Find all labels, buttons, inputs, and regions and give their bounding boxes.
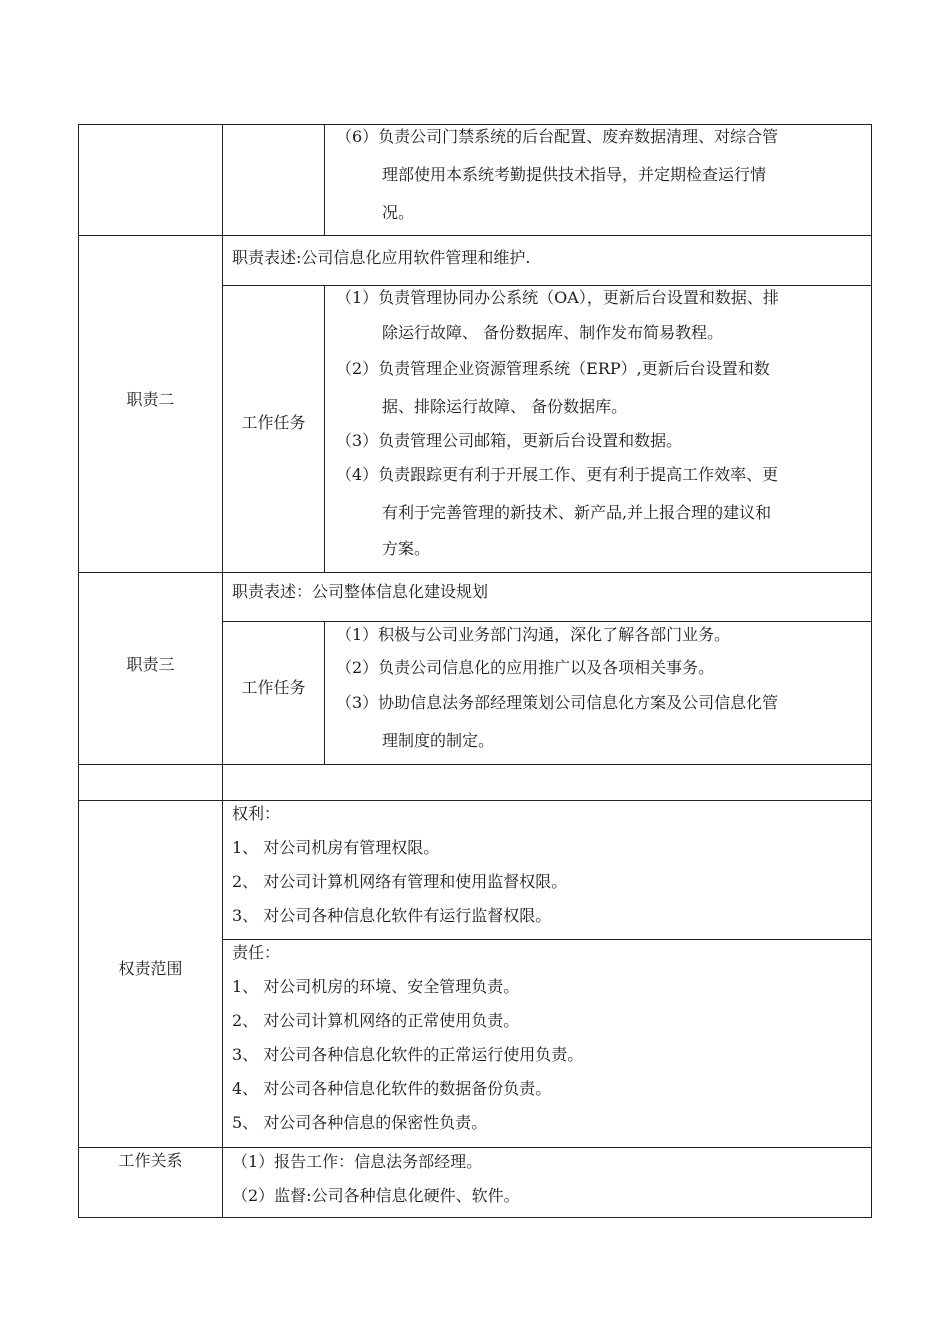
responsibility-title: 责任：	[232, 943, 281, 962]
row-divider	[78, 572, 872, 573]
task-item-line: 理部使用本系统考勤提供技术指导，并定期检查运行情	[382, 165, 767, 184]
row-divider	[78, 764, 872, 765]
task-item-line: 况。	[382, 203, 415, 222]
column-divider	[324, 124, 325, 236]
task-item-line: （1）积极与公司业务部门沟通，深化了解各部门业务。	[336, 625, 731, 644]
relations-label: 工作关系	[118, 1151, 183, 1170]
column-divider	[222, 124, 223, 1218]
task-item-line: 除运行故障、 备份数据库、制作发布简易教程。	[382, 323, 724, 342]
column-divider	[324, 285, 325, 573]
duty-statement: 职责表述:公司信息化应用软件管理和维护.	[232, 248, 531, 267]
task-item-line: 有利于完善管理的新技术、新产品,并上报合理的建议和	[382, 503, 772, 522]
task-item-line: （2）负责公司信息化的应用推广以及各项相关事务。	[336, 658, 715, 677]
row-divider	[222, 621, 872, 622]
responsibility-item: 3、 对公司各种信息化软件的正常运行使用负责。	[232, 1045, 584, 1064]
responsibility-item: 4、 对公司各种信息化软件的数据备份负责。	[232, 1079, 552, 1098]
task-label: 工作任务	[241, 678, 306, 697]
column-divider	[324, 621, 325, 765]
rights-item: 1、 对公司机房有管理权限。	[232, 838, 440, 857]
task-item-line: （2）负责管理企业资源管理系统（ERP）,更新后台设置和数	[336, 359, 770, 378]
task-item-line: 据、排除运行故障、 备份数据库。	[382, 397, 628, 416]
task-item-line: 方案。	[382, 539, 431, 558]
rights-item: 2、 对公司计算机网络有管理和使用监督权限。	[232, 872, 568, 891]
table-border-bottom	[78, 1217, 872, 1218]
task-item-line: 理制度的制定。	[382, 731, 495, 750]
responsibility-item: 5、 对公司各种信息的保密性负责。	[232, 1113, 488, 1132]
rights-item: 3、 对公司各种信息化软件有运行监督权限。	[232, 906, 552, 925]
relation-item: （2）监督:公司各种信息化硬件、软件。	[232, 1186, 520, 1205]
responsibility-item: 1、 对公司机房的环境、安全管理负责。	[232, 977, 520, 996]
table-border-right	[871, 124, 872, 1218]
duty-label: 职责三	[126, 655, 175, 674]
task-item-line: （3）负责管理公司邮箱，更新后台设置和数据。	[336, 431, 683, 450]
row-divider	[78, 1147, 872, 1148]
rights-title: 权利：	[232, 804, 281, 823]
task-item-line: （3）协助信息法务部经理策划公司信息化方案及公司信息化管	[336, 693, 779, 712]
task-item-line: （4）负责跟踪更有利于开展工作、更有利于提高工作效率、更	[336, 465, 779, 484]
task-label: 工作任务	[241, 413, 306, 432]
table-border-top	[78, 124, 872, 125]
row-divider	[78, 235, 872, 236]
relation-item: （1）报告工作：信息法务部经理。	[232, 1152, 483, 1171]
row-divider	[222, 285, 872, 286]
row-divider	[222, 939, 872, 940]
row-divider	[78, 800, 872, 801]
responsibility-item: 2、 对公司计算机网络的正常使用负责。	[232, 1011, 520, 1030]
task-item-line: （6）负责公司门禁系统的后台配置、废弃数据清理、对综合管	[336, 127, 779, 146]
duty-label: 职责二	[126, 390, 175, 409]
authority-label: 权责范围	[118, 959, 183, 978]
task-item-line: （1）负责管理协同办公系统（OA），更新后台设置和数据、排	[336, 288, 779, 307]
duty-statement: 职责表述：公司整体信息化建设规划	[232, 582, 489, 601]
